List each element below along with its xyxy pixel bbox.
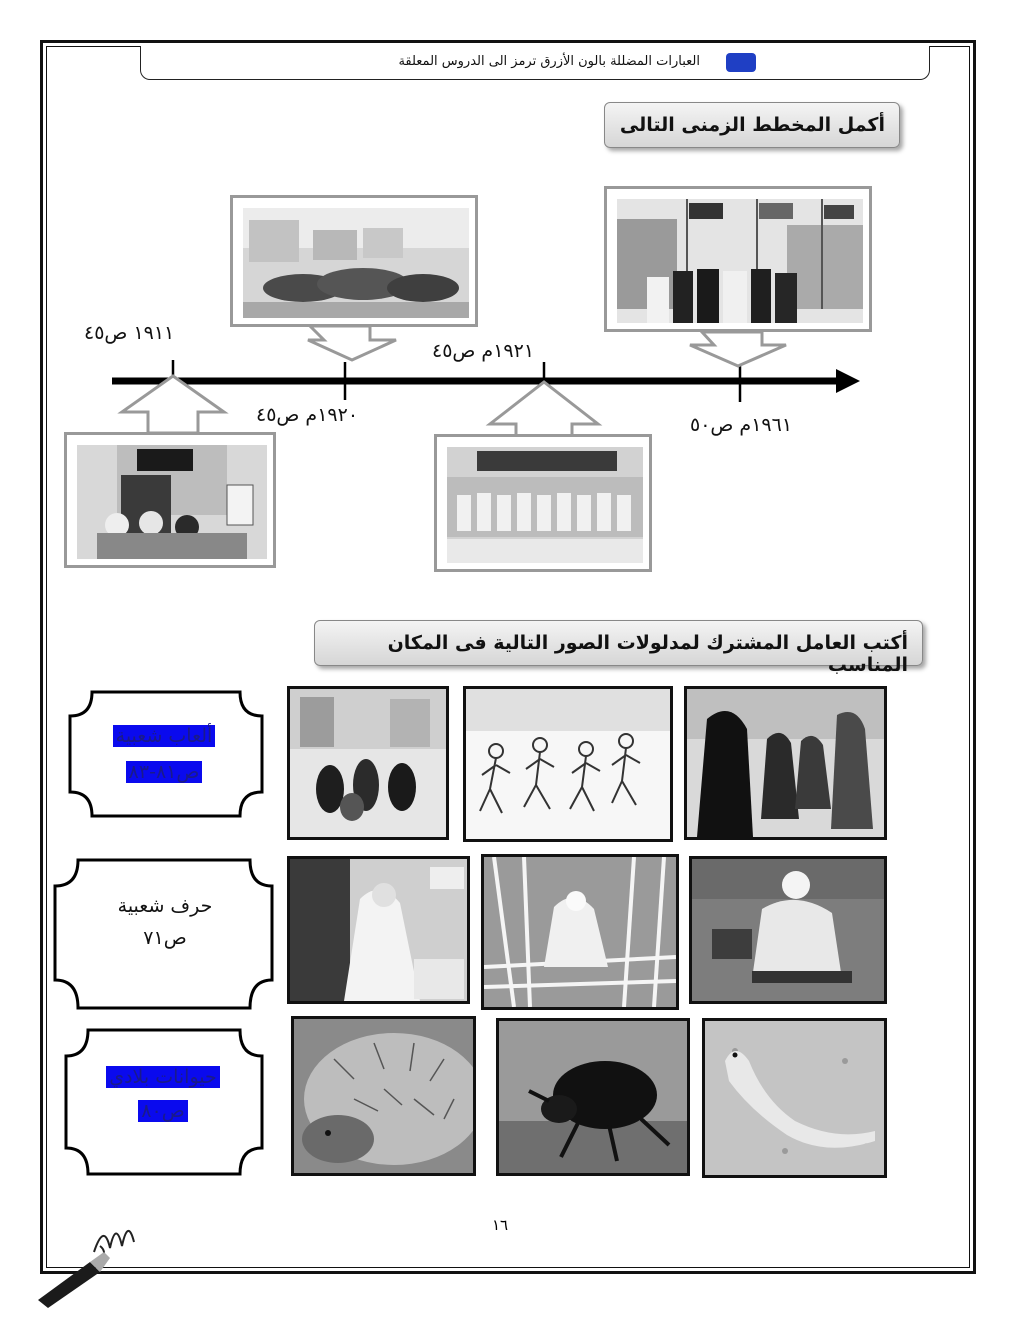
label-row1-text: ألعاب شعبية	[113, 725, 216, 747]
photo-1921	[434, 434, 652, 572]
date-1920: ١٩٢٠م ص٤٥	[256, 404, 359, 426]
common-factor-title: أكتب العامل المشترك لمدلولات الصور التالية فى المكان المناسب	[387, 632, 908, 676]
photo-children-game	[290, 689, 446, 837]
photo-1961	[604, 186, 872, 332]
row2-photo2	[481, 854, 679, 1010]
row3-photo3	[702, 1018, 887, 1178]
timeline-arrowhead	[836, 369, 860, 393]
row1-photo3	[684, 686, 887, 840]
row3-photo1	[291, 1016, 476, 1176]
pen-icon	[34, 1212, 144, 1308]
label-row2-page: ص٧١	[143, 927, 187, 949]
row3-photo2	[496, 1018, 690, 1176]
photo-beetle	[499, 1021, 687, 1173]
photo-man-weaving	[290, 859, 467, 1001]
row2-photo1	[287, 856, 470, 1004]
row2-photo3	[689, 856, 887, 1004]
photo-1920	[230, 195, 478, 327]
photo-boys-running-sketch	[466, 689, 670, 839]
connector-arrow-1920	[308, 326, 396, 360]
photo-school-group	[447, 447, 643, 563]
date-1961: ١٩٦١م ص٥٠	[690, 414, 793, 436]
common-factor-title-box	[314, 620, 923, 676]
photo-hedgehog	[294, 1019, 473, 1173]
connector-arrow-1961	[690, 332, 786, 366]
label-row3-page: ص٨٠	[138, 1100, 187, 1122]
row1-photo1	[287, 686, 449, 840]
photo-man-working-tools	[692, 859, 884, 1001]
photo-women-traditional	[687, 689, 884, 837]
photo-crowd-at-doorway	[77, 445, 267, 559]
photo-man-ladder-craft	[484, 857, 676, 1007]
date-1911: ١٩١١ ص٤٥	[84, 322, 175, 344]
label-row2	[80, 895, 250, 949]
connector-arrow-1911	[122, 376, 224, 433]
photo-officials-with-flags	[617, 199, 863, 323]
date-1921: ١٩٢١م ص٤٥	[432, 340, 535, 362]
legend-text: العبارات المضللة بالون الأزرق ترمز الى الدروس المعلقة	[398, 54, 700, 69]
page-number: ١٦	[491, 1216, 509, 1234]
photo-1911	[64, 432, 276, 568]
label-row2-text: حرف شعبية	[117, 895, 213, 917]
label-row1	[90, 725, 238, 783]
label-row3-text: حيوانات بلادي	[106, 1066, 220, 1088]
photo-old-mud-buildings	[243, 208, 469, 318]
timeline-title: أكمل المخطط الزمنى التالى	[619, 114, 885, 136]
label-row3	[88, 1066, 238, 1122]
photo-lizard	[705, 1021, 884, 1175]
label-row1-page: ص٨١-٨٣	[126, 761, 203, 783]
row1-photo2	[463, 686, 673, 842]
